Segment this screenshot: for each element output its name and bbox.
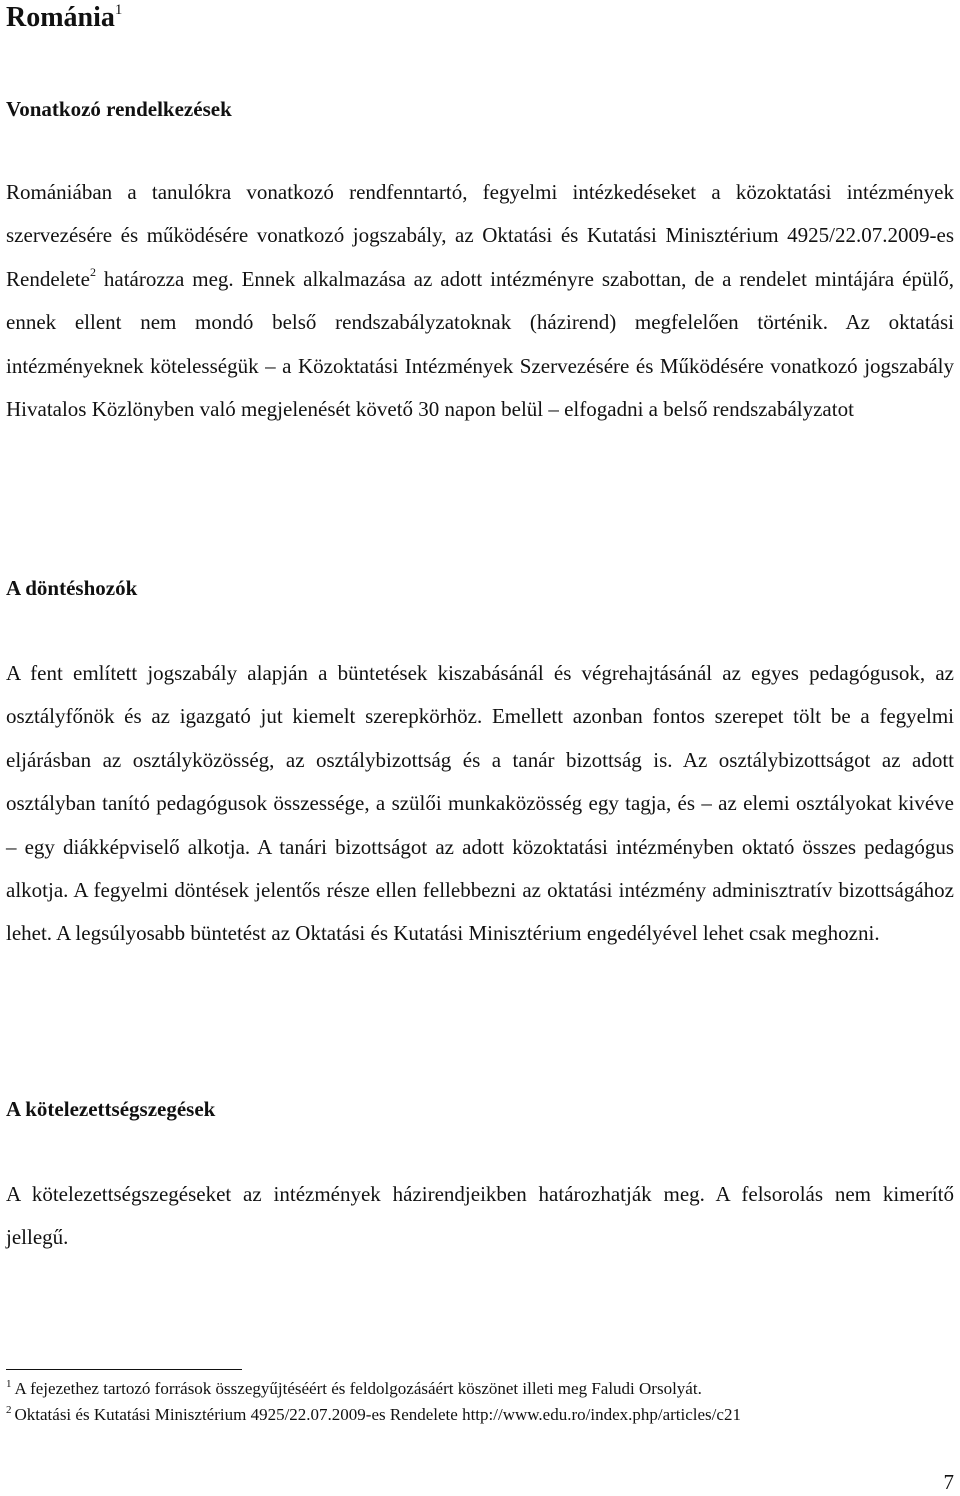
section-paragraph-decision-makers: A fent említett jogszabály alapján a büntetések kiszabásánál és végrehajtásánál az egyes pedagógusok, az osztályfőnök és az igazgató jut kiemelt szerepkörhöz. Emellett azonban fontos szerepet tölt be a fegyelmi eljárásban az osztályközösség, az osztálybizottság és a tanár bizottság is. Az osztálybizottságot az adott osztályban tanító pedagógusok összessége, a szülői munkaközösség egy tagja, és – az elemi osztályokat kivéve – egy diákképviselő alkotja. A tanári bizottságot az adott közoktatási intézményben oktató összes pedagógus alkotja. A fegyelmi döntések jelentős része ellen fellebbezni az oktatási intézmény adminisztratív bizottságához lehet. A legsúlyosabb büntetést az Oktatási és Kutatási Minisztérium engedélyével lehet csak meghozni.: [6, 661, 954, 946]
page-number: 7: [943, 1470, 954, 1494]
footnote-divider: [6, 1369, 242, 1370]
footnote-2: [6, 1404, 954, 1426]
footnote-text-2[interactable]: Oktatási és Kutatási Minisztérium 4925/22.07.2009-es Rendelete http://www.edu.ro/index.php/articles/c21: [14, 1405, 741, 1424]
footnote-ref-1[interactable]: 1: [114, 2, 123, 18]
page-title-text: Románia: [6, 2, 115, 33]
section-heading-provisions: Vonatkozó rendelkezések: [6, 97, 232, 121]
section-heading-decision-makers: A döntéshozók: [6, 576, 138, 600]
section-paragraph-provisions: [6, 171, 954, 431]
section-paragraph-violations: A kötelezettségszegéseket az intézmények házirendjeikben határozhatják meg. A felsorolás nem kimerítő jellegű.: [6, 1182, 954, 1250]
page-title: [6, 0, 122, 36]
footnote-1: [6, 1378, 954, 1400]
paragraph-text-part-1: Romániában a tanulókra vonatkozó rendfenntartó, fegyelmi intézkedéseket a közoktatási intézmények szervezésére és működésére vonatkozó jogszabály, az Oktatási és Kutatási Minisztérium 4925/22.07.2009-es Rendelete: [6, 180, 954, 291]
footnote-text-1: A fejezethez tartozó források összegyűjtéséért és feldolgozásáért köszönet illeti meg Faludi Orsolyát.: [14, 1379, 702, 1398]
paragraph-text-part-2: határozza meg. Ennek alkalmazása az adott intézményre szabottan, de a rendelet mintájára épülő, ennek ellent nem mondó belső rendszabályzatoknak (házirend) megfelelően történik. Az oktatási intézményeknek kötelességük – a Közoktatási Intézmények Szervezésére és Működésére vonatkozó jogszabály Hivatalos Közlönyben való megjelenését követő 30 napon belül – elfogadni a belső rendszabályzatot: [6, 266, 954, 422]
footnote-number-2: 2: [6, 1404, 12, 1416]
footnote-ref-2[interactable]: 2: [89, 264, 96, 279]
section-heading-violations: A kötelezettségszegések: [6, 1097, 216, 1121]
footnote-number-1: 1: [6, 1378, 12, 1390]
